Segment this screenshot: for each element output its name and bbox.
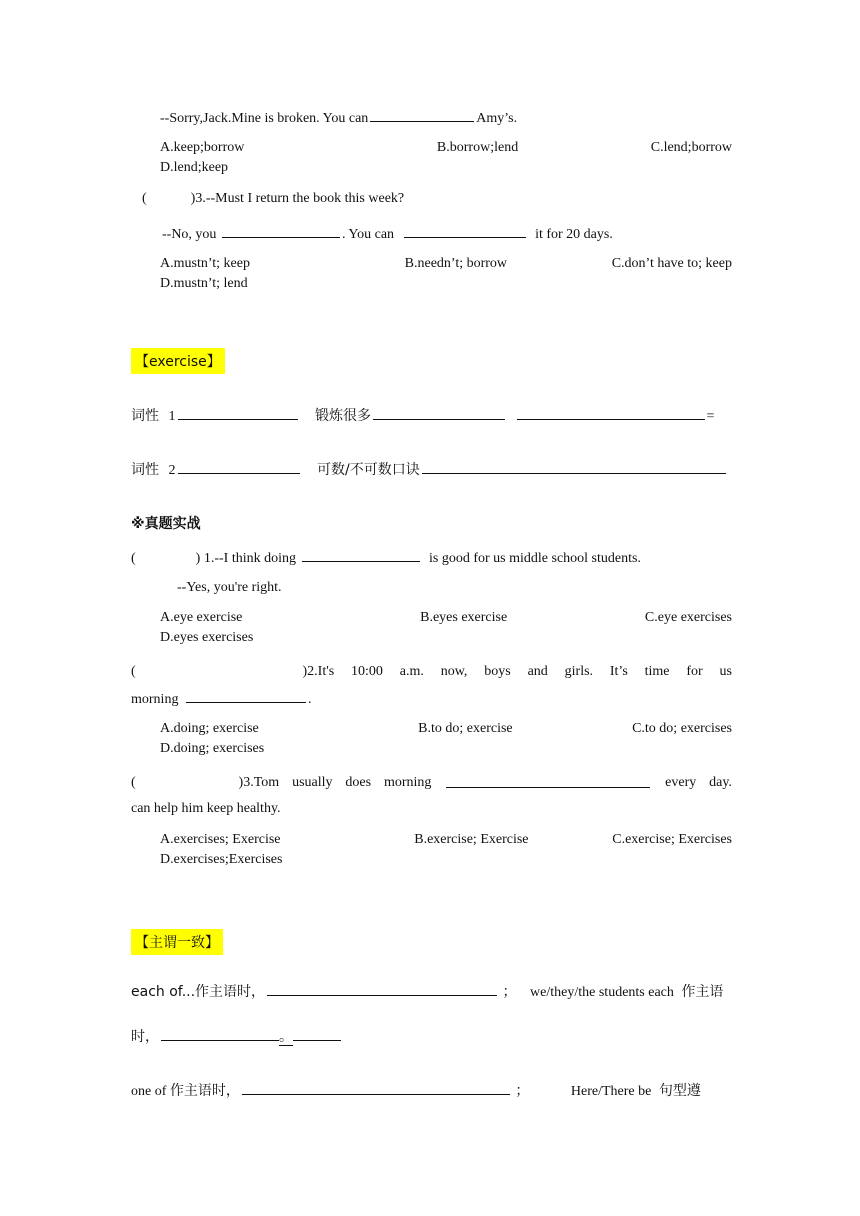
answer-blank[interactable] xyxy=(404,225,526,238)
real-q3-word: usually xyxy=(292,775,333,790)
real-q2-word: a.m. xyxy=(399,664,424,679)
real-q1-line xyxy=(131,549,641,567)
real-q2-line xyxy=(131,664,732,680)
word-class-label: 词性 xyxy=(131,462,159,478)
q3-stem-line xyxy=(142,191,404,207)
answer-blank[interactable] xyxy=(161,1028,279,1041)
answer-blank[interactable] xyxy=(267,983,497,996)
option-c[interactable]: C.eye exercises xyxy=(644,610,732,625)
q2-reply-end: Amy’s. xyxy=(476,111,518,126)
real-q2-word: and xyxy=(527,664,548,679)
real-q2-word: 10:00 xyxy=(351,664,383,679)
q3-reply-a: --No, you xyxy=(162,227,217,242)
option-a[interactable]: A.exercises; Exercise xyxy=(160,832,281,847)
option-b[interactable]: B.needn’t; borrow xyxy=(404,256,508,271)
option-b[interactable]: B.to do; exercise xyxy=(418,721,513,736)
real-q2-word: boys xyxy=(484,664,511,679)
option-d[interactable]: D.doing; exercises xyxy=(160,741,265,756)
word-class-label: 词性 xyxy=(131,408,159,424)
rule-text: Here/There be xyxy=(570,1084,652,1099)
answer-paren: ( xyxy=(131,775,136,790)
agreement-line-2: 时， 。 xyxy=(131,1026,343,1046)
real-q3-line-2: can help him keep healthy. xyxy=(131,801,281,816)
option-a[interactable]: A.mustn’t; keep xyxy=(160,256,250,271)
line-number: 1 xyxy=(168,409,176,424)
answer-blank[interactable] xyxy=(186,690,306,703)
answer-paren: ( xyxy=(131,664,136,679)
line-number: 2 xyxy=(168,463,176,478)
section-heading: ※真题实战 xyxy=(131,516,201,532)
exercise-line-2 xyxy=(131,459,728,479)
option-b[interactable]: B.eyes exercise xyxy=(420,610,508,625)
real-q2-word: )2.It's xyxy=(302,664,335,679)
answer-blank[interactable] xyxy=(302,549,420,562)
option-a[interactable]: A.doing; exercise xyxy=(160,721,259,736)
exercise-tag: 【exercise】 xyxy=(131,348,225,374)
answer-blank[interactable] xyxy=(373,407,505,420)
answer-blank[interactable] xyxy=(517,407,705,420)
exercise-line-1 xyxy=(131,405,714,425)
option-c[interactable]: C.exercise; Exercises xyxy=(612,832,732,847)
real-q3-word: )3.Tom xyxy=(238,775,280,790)
real-q3-word: day. xyxy=(709,775,732,790)
option-d[interactable]: D.exercises;Exercises xyxy=(160,852,283,867)
real-q2-word: us xyxy=(719,664,732,679)
option-d[interactable]: D.lend;keep xyxy=(160,160,229,175)
real-q1-stem: ) 1.--I think doing xyxy=(195,551,296,566)
option-a[interactable]: A.eye exercise xyxy=(160,610,243,625)
exercise-phrase: 可数/不可数口诀 xyxy=(317,462,420,478)
q3-reply-c: it for 20 days. xyxy=(535,227,613,242)
real-q2-word: girls. xyxy=(564,664,594,679)
rule-text: each of...作主语时， xyxy=(131,984,266,1000)
option-c[interactable]: C.don’t have to; keep xyxy=(611,256,732,271)
equals-sign: = xyxy=(706,409,715,424)
real-q3-line xyxy=(131,775,732,791)
q2-reply-text: --Sorry,Jack.Mine is broken. You can xyxy=(160,111,369,126)
real-q2-morning: morning xyxy=(131,692,179,707)
q3-options xyxy=(160,256,732,292)
answer-blank[interactable] xyxy=(446,775,650,788)
real-q2-period: . xyxy=(307,692,312,707)
option-d[interactable]: D.mustn’t; lend xyxy=(160,276,248,291)
real-q3-options xyxy=(160,832,732,868)
real-q2-options xyxy=(160,721,732,757)
answer-blank[interactable] xyxy=(178,407,298,420)
real-q3-word: does xyxy=(345,775,372,790)
real-q2-word: for xyxy=(686,664,703,679)
q3-stem: )3.--Must I return the book this week? xyxy=(190,191,405,206)
answer-paren: ( xyxy=(131,551,136,566)
q3-reply-line xyxy=(162,225,613,243)
answer-blank[interactable] xyxy=(422,461,726,474)
real-q2-word: time xyxy=(644,664,670,679)
real-q3-word: morning xyxy=(383,775,432,790)
real-q2-word: now, xyxy=(440,664,468,679)
exercise-phrase: 锻炼很多 xyxy=(315,408,371,424)
answer-paren: ( xyxy=(142,191,147,206)
rule-text: we/they/the students each xyxy=(530,985,674,1000)
option-c[interactable]: C.to do; exercises xyxy=(632,721,732,736)
answer-blank[interactable] xyxy=(178,461,300,474)
real-q1-reply: --Yes, you're right. xyxy=(177,580,282,595)
option-c[interactable]: C.lend;borrow xyxy=(650,140,732,155)
option-b[interactable]: B.exercise; Exercise xyxy=(414,832,529,847)
q2-reply-line xyxy=(160,109,517,127)
option-a[interactable]: A.keep;borrow xyxy=(160,140,245,155)
agreement-line-1: each of...作主语时， ； we/they/the students each 作主语 xyxy=(131,984,724,1000)
agreement-line-3: one of 作主语时， ； Here/There be 句型遵 xyxy=(131,1083,701,1099)
answer-blank[interactable] xyxy=(370,109,474,122)
q3-reply-b: . You can xyxy=(341,227,395,242)
real-q1-stem-end: is good for us middle school students. xyxy=(429,551,641,566)
agreement-tag: 【主谓一致】 xyxy=(131,929,223,955)
answer-blank[interactable] xyxy=(222,225,340,238)
rule-text: one of xyxy=(131,1084,167,1099)
answer-blank[interactable] xyxy=(242,1082,510,1095)
real-q1-options xyxy=(160,610,732,646)
real-q3-word: every xyxy=(665,775,697,790)
real-q2-word: It’s xyxy=(609,664,628,679)
real-q2-line-2 xyxy=(131,690,311,708)
option-b[interactable]: B.borrow;lend xyxy=(436,140,519,155)
option-d[interactable]: D.eyes exercises xyxy=(160,630,254,645)
q2-options xyxy=(160,140,732,176)
answer-blank[interactable] xyxy=(293,1028,341,1041)
